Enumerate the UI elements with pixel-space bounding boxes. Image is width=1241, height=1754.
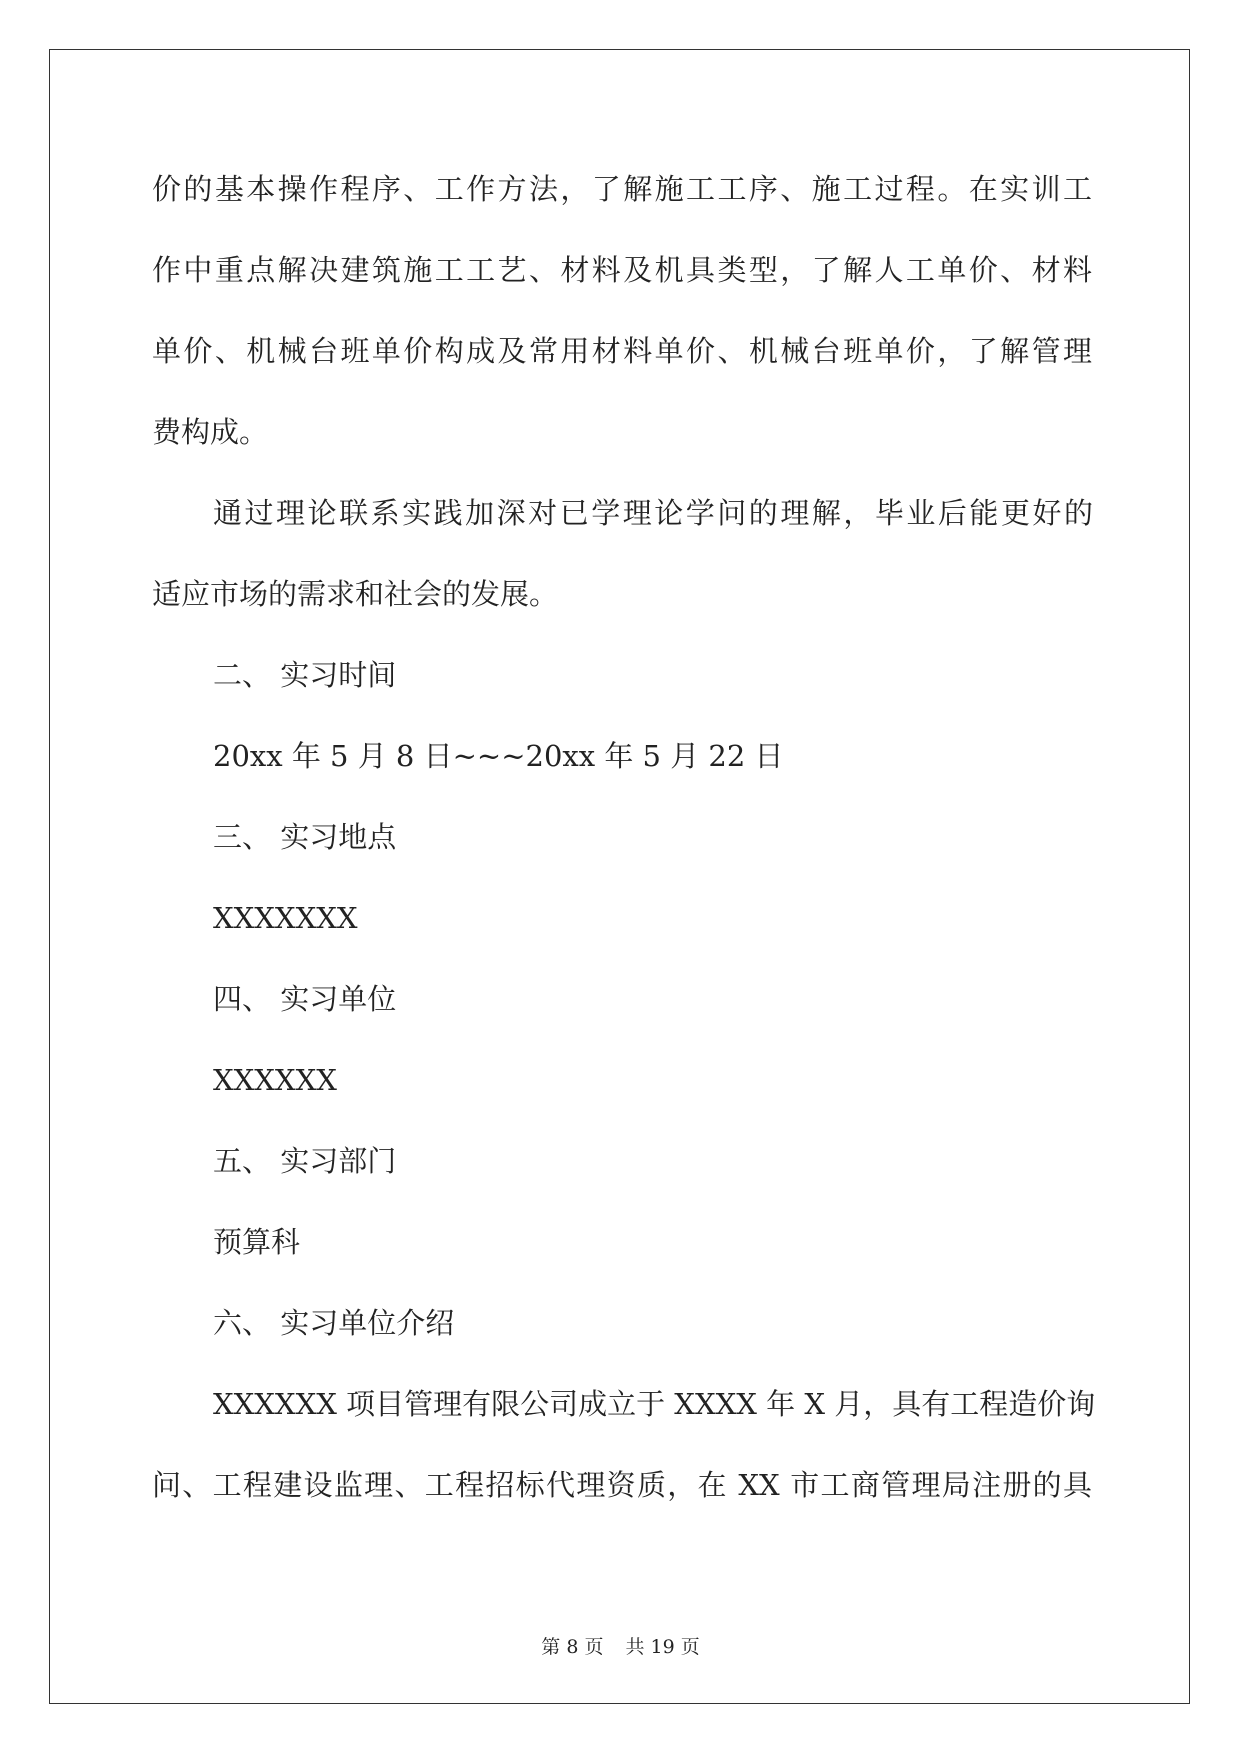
body-text-line: XXXXXX <box>213 1063 337 1097</box>
body-text-line: 价的基本操作程序、工作方法，了解施工工序、施工过程。在实训工 <box>152 172 1092 206</box>
page-border <box>49 49 1190 1704</box>
body-text-line: 预算科 <box>213 1225 301 1259</box>
section-heading: 四、 实习单位 <box>213 982 397 1016</box>
section-heading: 三、 实习地点 <box>213 820 397 854</box>
page-number-current: 第 8 页 <box>541 1636 604 1658</box>
body-text-line: 问、工程建设监理、工程招标代理资质，在 XX 市工商管理局注册的具 <box>152 1468 1092 1502</box>
body-text-line: 费构成。 <box>152 415 269 449</box>
body-text-line: 单价、机械台班单价构成及常用材料单价、机械台班单价，了解管理 <box>152 334 1092 368</box>
body-text-line: XXXXXX 项目管理有限公司成立于 XXXX 年 X 月，具有工程造价询 <box>213 1387 1096 1421</box>
body-text-line: 适应市场的需求和社会的发展。 <box>152 577 559 611</box>
page-footer <box>0 1632 1241 1659</box>
section-heading: 五、 实习部门 <box>213 1144 397 1178</box>
body-text-line: XXXXXXX <box>213 901 358 935</box>
body-text-line: 20xx 年 5 月 8 日~~~20xx 年 5 月 22 日 <box>213 739 784 773</box>
section-heading: 六、 实习单位介绍 <box>213 1306 455 1340</box>
body-text-line: 作中重点解决建筑施工工艺、材料及机具类型，了解人工单价、材料 <box>152 253 1092 287</box>
section-heading: 二、 实习时间 <box>213 658 397 692</box>
page-number-total: 共 19 页 <box>625 1636 700 1658</box>
body-text-line: 通过理论联系实践加深对已学理论学问的理解，毕业后能更好的 <box>213 496 1093 530</box>
